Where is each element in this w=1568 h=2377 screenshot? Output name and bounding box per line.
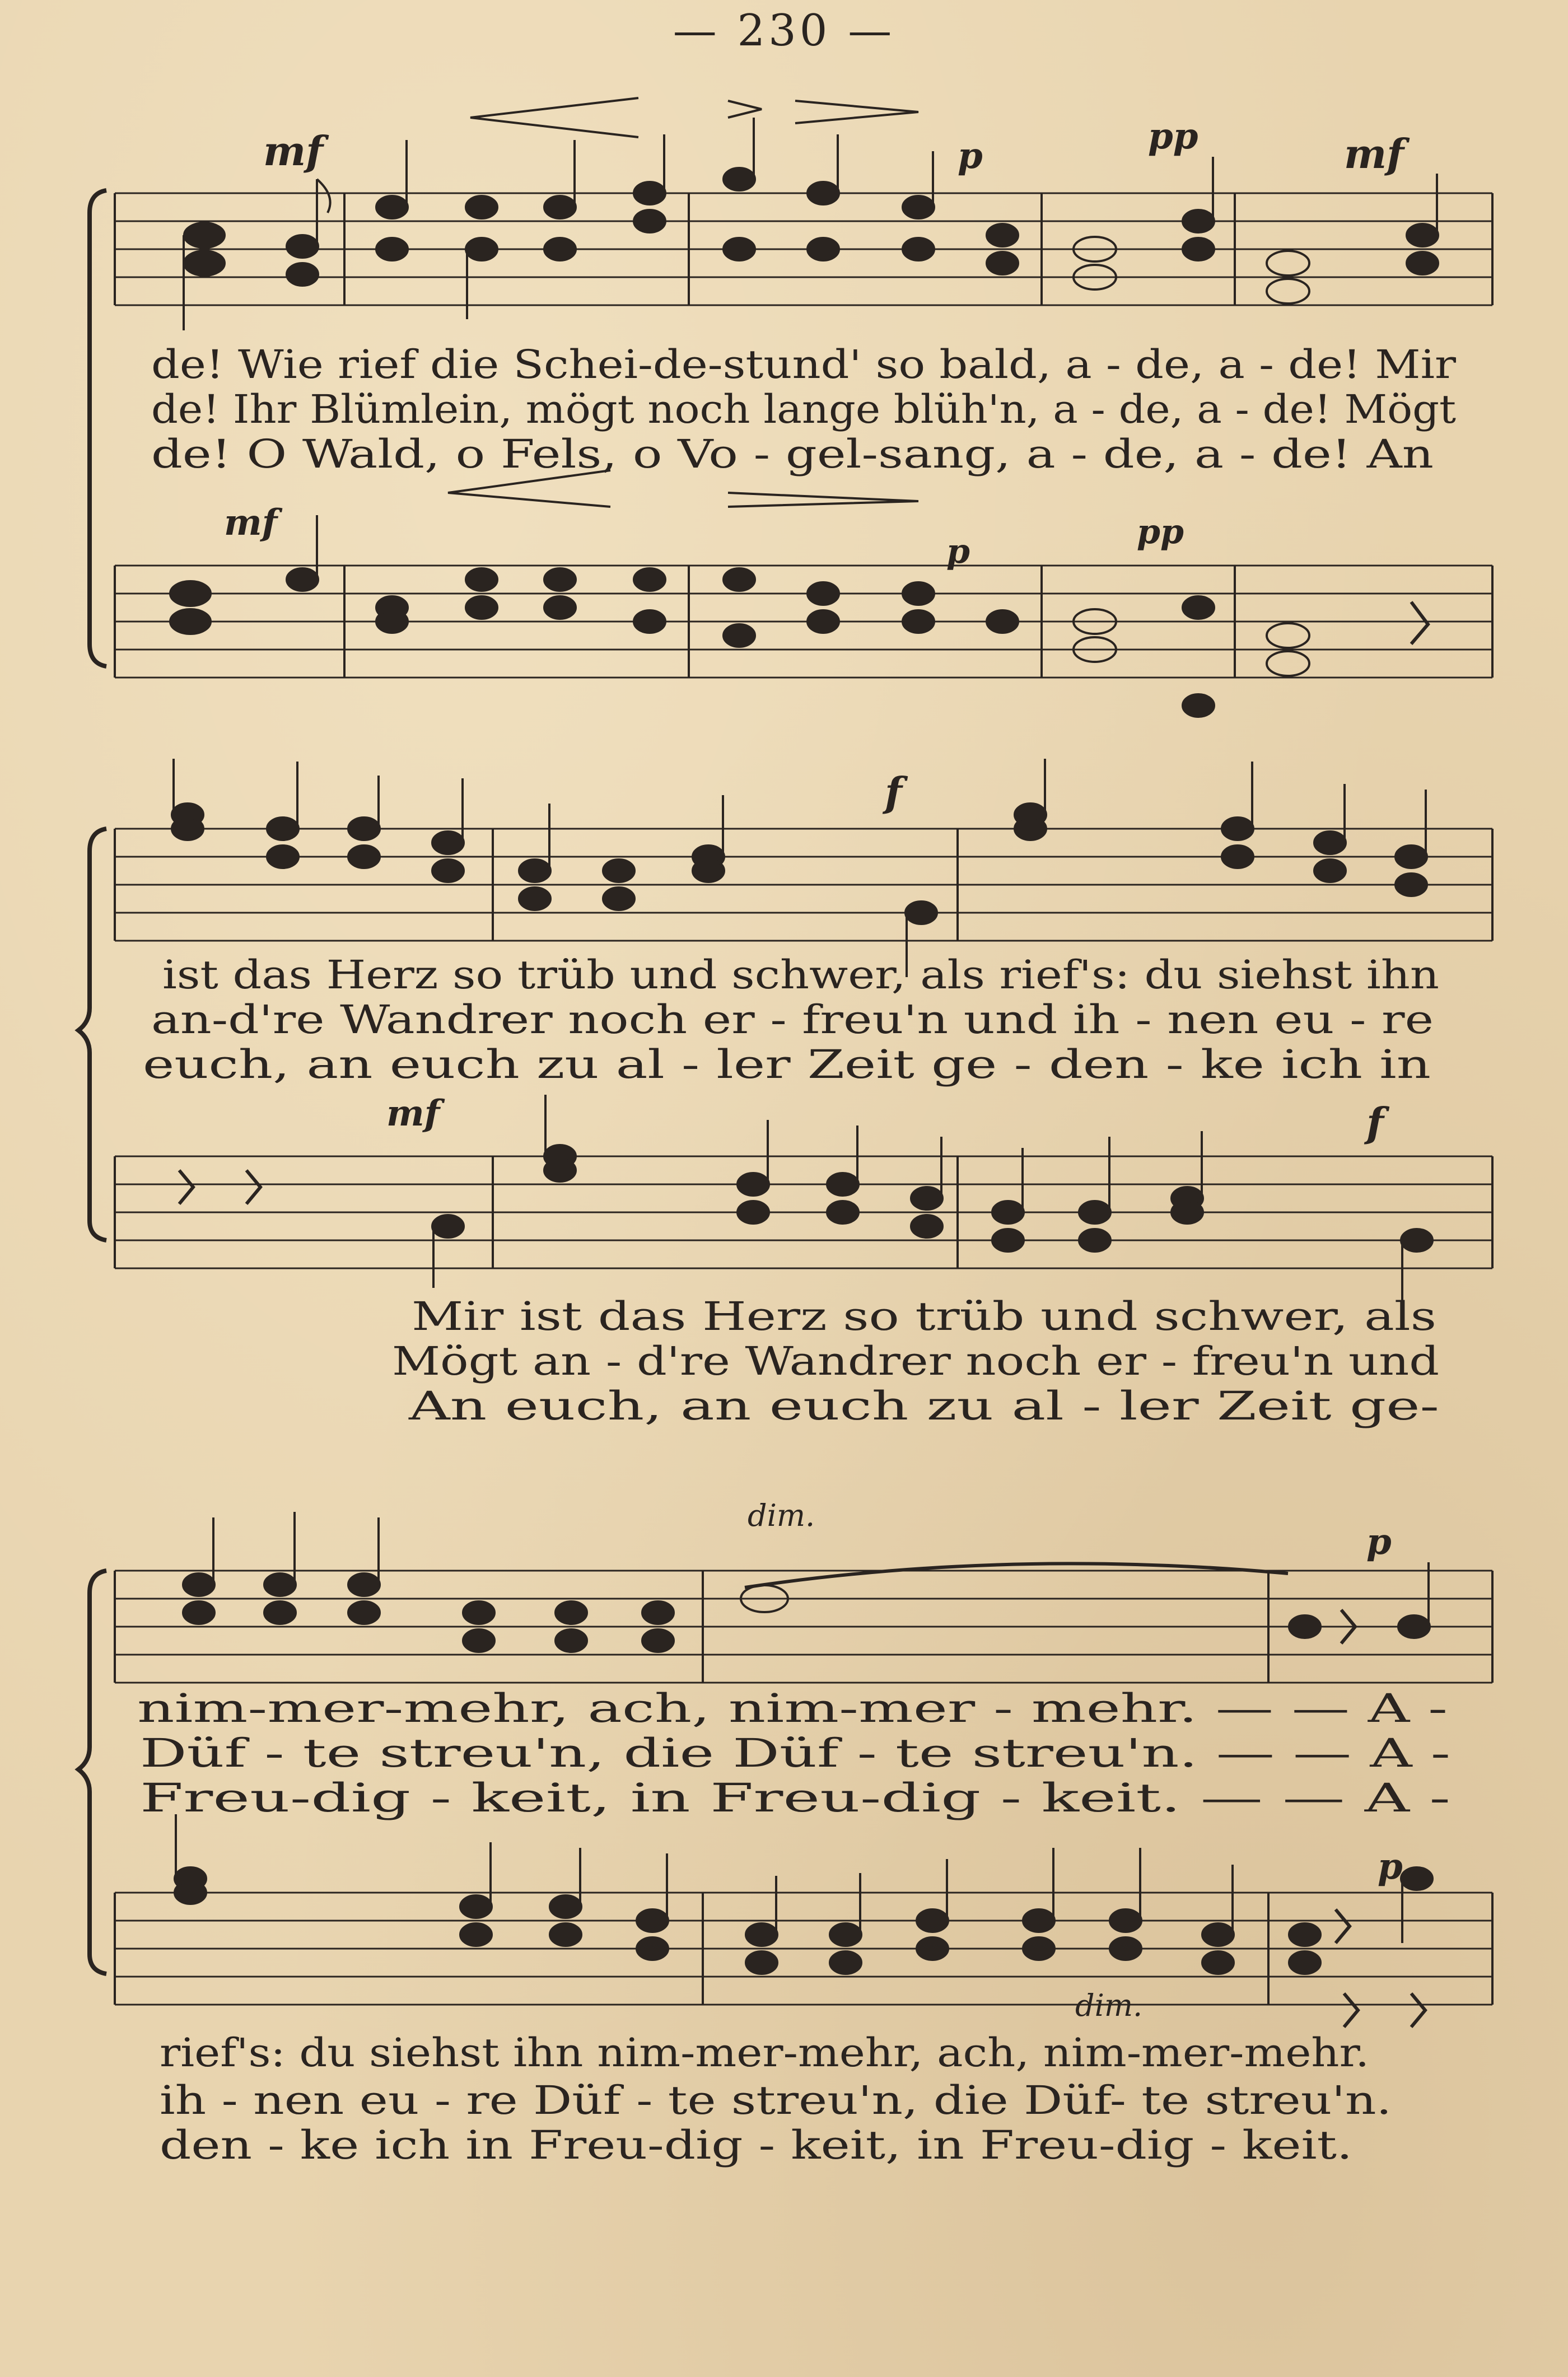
- lyric-line: rief's: du siehst ihn nim-mer-mehr, ach, nim-mer-mehr.: [160, 2030, 1369, 2076]
- notes-upper: [172, 759, 1427, 977]
- lyric-line: Düf - te streu'n, die Düf - te streu'n. — — A -: [140, 1730, 1450, 1776]
- decrescendo-hairpin-lower: [728, 493, 918, 507]
- staff-upper: [115, 1571, 1492, 1683]
- dynamic-mark: dim.: [748, 1498, 815, 1533]
- dynamic-mark: mf: [224, 502, 278, 544]
- dynamic-mark: p: [958, 135, 983, 177]
- dynamic-mark: mf: [263, 127, 324, 175]
- dynamic-mark: f: [1366, 1099, 1384, 1146]
- lyric-line: an-d're Wandrer noch er - freu'n und ih - nen eu - re: [151, 997, 1434, 1043]
- lyric-line: Mögt an - d're Wandrer noch er - freu'n und: [392, 1338, 1439, 1384]
- tie-slur: [745, 1563, 1288, 1587]
- lyric-line: de! Wie rief die Schei-de-stund' so bald, a - de, a - de! Mir: [151, 342, 1457, 387]
- staff-lower: [115, 1156, 1492, 1268]
- lyric-line: euch, an euch zu al - ler Zeit ge - den - ke ich in: [143, 1042, 1431, 1087]
- dynamic-mark: pp: [1148, 115, 1198, 157]
- staff-lower: [115, 1893, 1492, 2005]
- staff-lower: [115, 566, 1492, 678]
- decrescendo-hairpin: [795, 101, 918, 123]
- lyric-line: Mir ist das Herz so trüb und schwer, als: [412, 1293, 1436, 1339]
- system-brace: [78, 829, 106, 1240]
- lyric-line: Freu-dig - keit, in Freu-dig - keit. — — A -: [140, 1775, 1450, 1821]
- notes-lower: [179, 1095, 1432, 1305]
- lyric-line: de! O Wald, o Fels, o Vo - gel-sang, a - de, a - de! An: [151, 431, 1434, 477]
- lyric-line: den - ke ich in Freu-dig - keit, in Freu-dig - keit.: [160, 2122, 1352, 2168]
- dynamic-mark: pp: [1137, 512, 1184, 552]
- dynamic-mark: p: [1378, 1846, 1403, 1888]
- accent-mark: [728, 101, 762, 118]
- staff-upper: [115, 829, 1492, 941]
- dynamic-mark: mf: [1344, 130, 1404, 178]
- staff-upper: [115, 193, 1492, 305]
- lyric-line: ih - nen eu - re Düf - te streu'n, die Düf- te streu'n.: [160, 2077, 1392, 2123]
- dynamic-mark: mf: [386, 1092, 440, 1134]
- page-number: — 230 —: [673, 6, 895, 56]
- lyric-line: ist das Herz so trüb und schwer, als rief's: du siehst ihn: [162, 952, 1439, 998]
- dynamic-mark: f: [885, 768, 902, 816]
- lyric-line: An euch, an euch zu al - ler Zeit ge-: [408, 1383, 1439, 1429]
- dynamic-mark: dim.: [1075, 1988, 1143, 2023]
- dynamic-mark: p: [946, 532, 970, 571]
- notes-upper: [184, 118, 1438, 330]
- crescendo-hairpin: [470, 98, 638, 137]
- system-bracket: [90, 190, 106, 666]
- lyric-line: nim-mer-mehr, ach, nim-mer - mehr. — — A -: [137, 1685, 1448, 1731]
- system-brace: [78, 1571, 106, 1974]
- notes-lower: [170, 515, 1428, 717]
- lyric-line: de! Ihr Blümlein, mögt noch lange blüh'n, a - de, a - de! Mögt: [151, 386, 1456, 432]
- dynamic-mark: p: [1366, 1521, 1392, 1563]
